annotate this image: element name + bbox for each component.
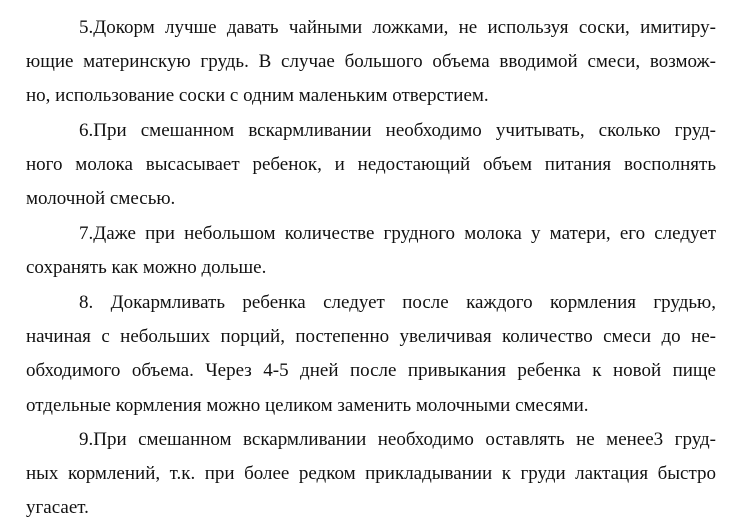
paragraph-6-line-2: ного молока высасывает ребенок, и недостающий объем питания восполнять [26,154,716,175]
paragraph-8-line-1: 8. Докармливать ребенка следует после каждого кормления грудью, [79,292,716,313]
paragraph-5-line-3: но, использование соски с одним маленьким отверстием. [26,85,489,106]
paragraph-5-line-1: 5.Докорм лучше давать чайными ложками, не используя соски, имитиру- [79,17,716,38]
paragraph-6-line-3: молочной смесью. [26,188,176,209]
paragraph-8-line-2: начиная с небольших порций, постепенно увеличивая количество смеси до не- [26,326,716,347]
paragraph-9-line-2: ных кормлений, т.к. при более редком прикладывании к груди лактация быстро [26,463,716,484]
paragraph-5-line-2: ющие материнскую грудь. В случае большого объема вводимой смеси, возмож- [26,51,716,72]
paragraph-8-line-3: обходимого объема. Через 4-5 дней после привыкания ребенка к новой пище [26,360,716,381]
paragraph-8-line-4: отдельные кормления можно целиком заменить молочными смесями. [26,395,589,416]
paragraph-9-line-1: 9.При смешанном вскармливании необходимо оставлять не менее3 груд- [79,429,716,450]
paragraph-7-line-1: 7.Даже при небольшом количестве грудного молока у матери, его следует [79,223,716,244]
paragraph-7-line-2: сохранять как можно дольше. [26,257,267,278]
paragraph-6-line-1: 6.При смешанном вскармливании необходимо учитывать, сколько груд- [79,120,716,141]
paragraph-9-line-3: угасает. [26,497,89,518]
